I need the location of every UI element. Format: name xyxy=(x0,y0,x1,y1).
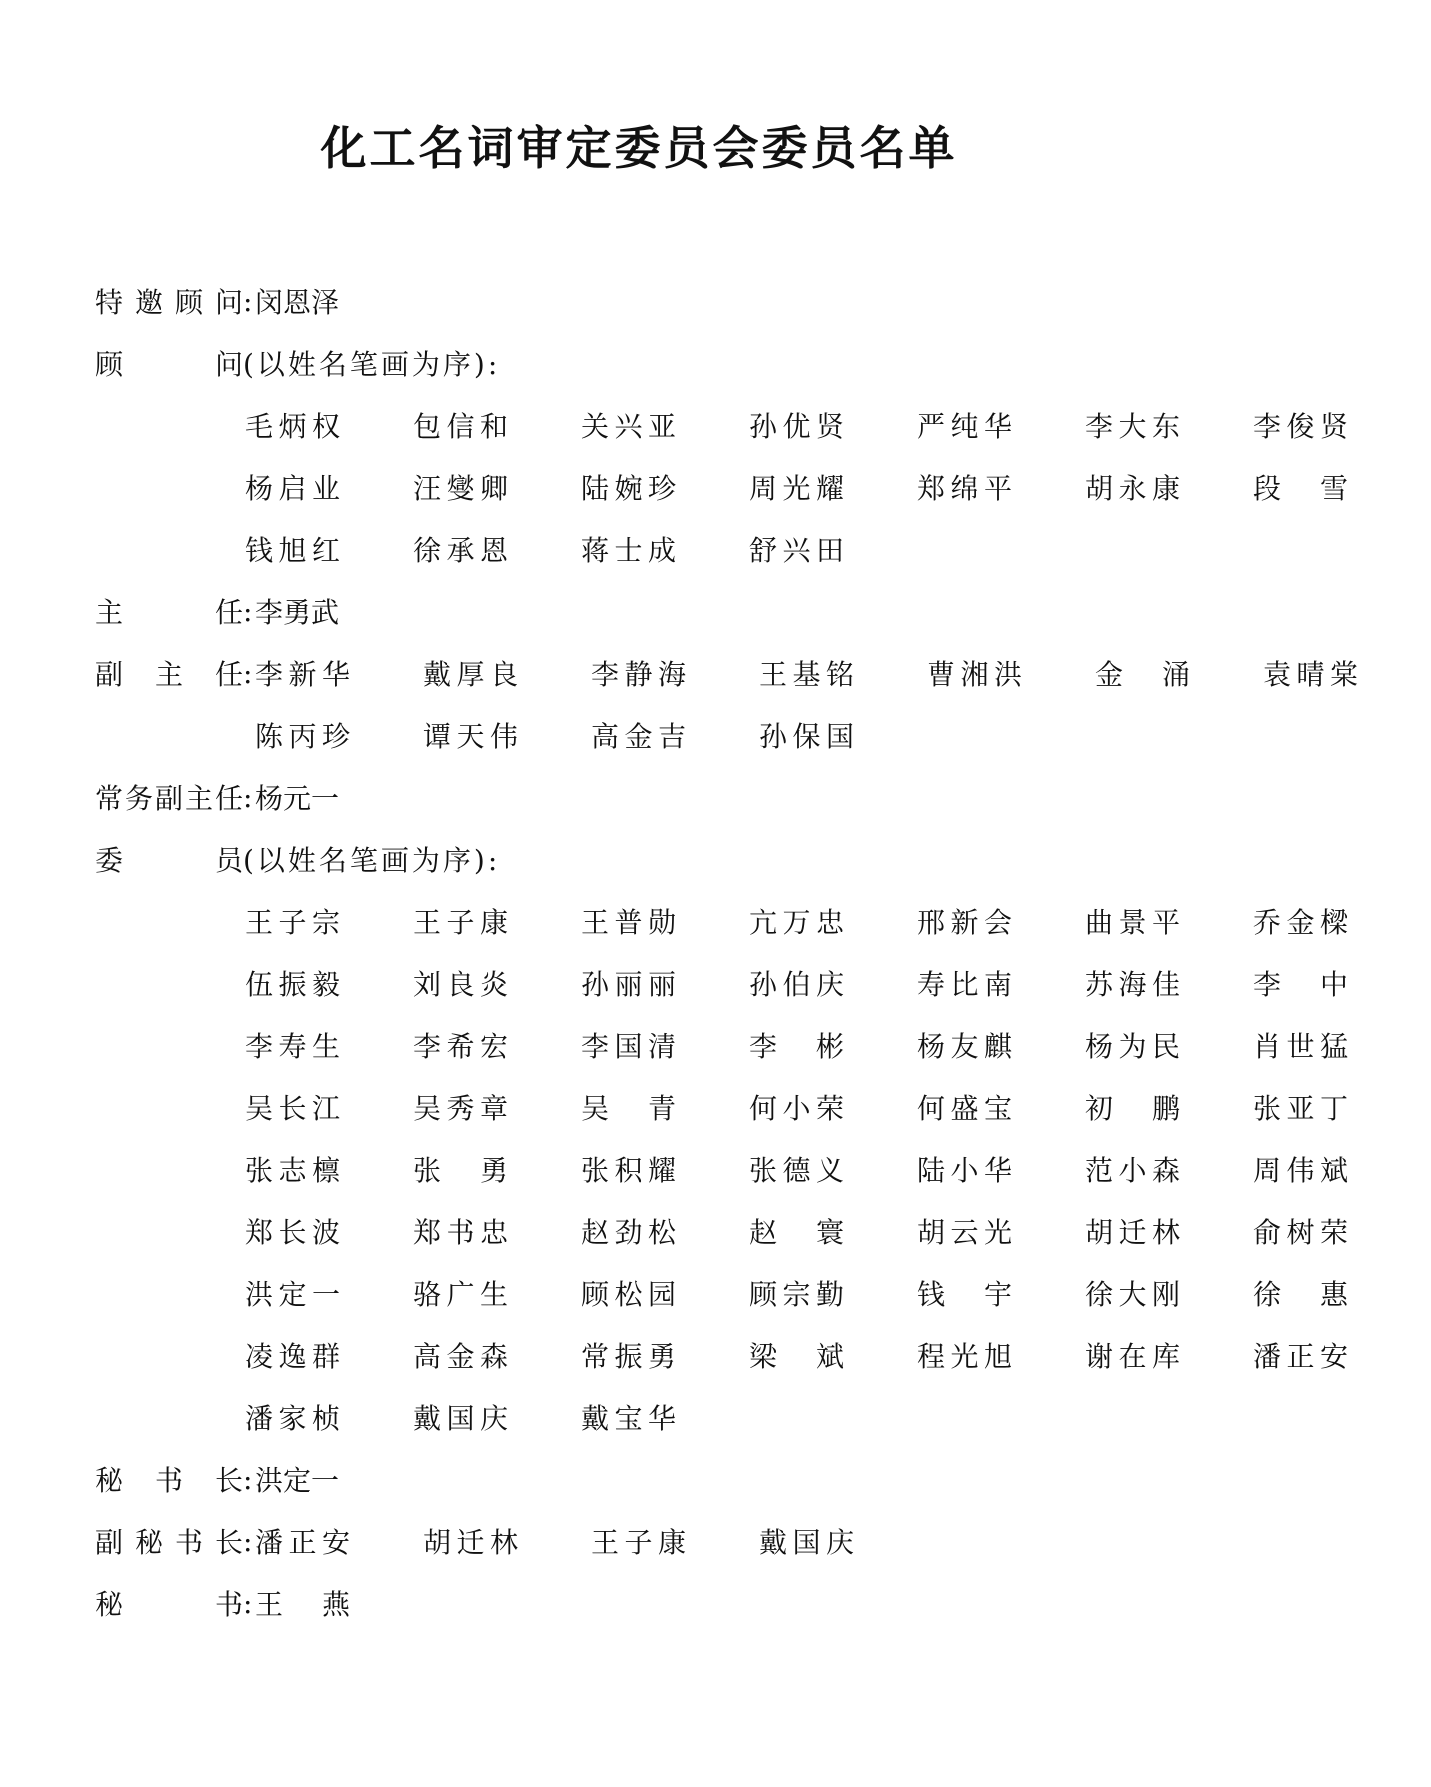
name-row xyxy=(245,952,1348,1014)
member-name: 张 亚 丁 xyxy=(1253,1092,1348,1125)
section-note: (以姓名笔画为序): xyxy=(243,844,501,877)
member-name: 伍 振 毅 xyxy=(245,968,340,1001)
section-label: 常 务 副 主 任 xyxy=(95,782,243,815)
member-name: 周 光 耀 xyxy=(749,472,844,505)
member-name: 李 彬 xyxy=(749,1030,844,1063)
section-row-vice-directors xyxy=(95,642,1358,704)
member-name: 王 子 康 xyxy=(413,906,508,939)
member-name: 胡 迁 林 xyxy=(423,1526,518,1559)
member-name: 李 国 清 xyxy=(581,1030,676,1063)
member-name: 戴 宝 华 xyxy=(581,1402,676,1435)
member-name: 严 纯 华 xyxy=(917,410,1012,443)
section-row-secretary-general xyxy=(95,1448,1245,1510)
member-name: 杨 友 麒 xyxy=(917,1030,1012,1063)
section-label: 顾 问 xyxy=(95,348,243,381)
names-list xyxy=(245,467,1421,507)
member-name: 陆 小 华 xyxy=(917,1154,1012,1187)
colon: : xyxy=(243,656,253,690)
member-name: 赵 劲 松 xyxy=(581,1216,676,1249)
member-name: 常 振 勇 xyxy=(581,1340,676,1373)
member-name: 胡 永 康 xyxy=(1085,472,1180,505)
member-name: 胡 迁 林 xyxy=(1085,1216,1180,1249)
member-name: 吴 青 xyxy=(581,1092,676,1125)
member-name: 凌 逸 群 xyxy=(245,1340,340,1373)
colon: : xyxy=(243,284,253,318)
member-name: 陈 丙 珍 xyxy=(255,720,350,753)
member-name: 谭 天 伟 xyxy=(423,720,518,753)
member-name: 何 盛 宝 xyxy=(917,1092,1012,1125)
section-label: 秘 书 xyxy=(95,1588,243,1621)
member-name: 胡 云 光 xyxy=(917,1216,1012,1249)
section-row-special-advisor xyxy=(95,270,1245,332)
section-note: (以姓名笔画为序): xyxy=(243,348,501,381)
names-list xyxy=(245,1335,1421,1375)
member-name: 李 静 海 xyxy=(591,658,686,691)
member-name: 肖 世 猛 xyxy=(1253,1030,1348,1063)
member-name: 潘 正 安 xyxy=(255,1526,350,1559)
section-label: 主 任 xyxy=(95,596,243,629)
section-value: 王 燕 xyxy=(255,1588,350,1621)
section-label: 特 邀 顾 问 xyxy=(95,286,243,319)
member-name: 钱 宇 xyxy=(917,1278,1012,1311)
names-list xyxy=(245,405,1421,445)
section-row-members xyxy=(95,828,1245,890)
name-row xyxy=(245,1014,1348,1076)
member-name: 王 基 铭 xyxy=(759,658,854,691)
member-name: 李 大 东 xyxy=(1085,410,1180,443)
name-row xyxy=(245,890,1348,952)
member-name: 亢 万 忠 xyxy=(749,906,844,939)
member-name: 蒋 士 成 xyxy=(581,534,676,567)
colon: : xyxy=(243,1462,253,1496)
member-name: 徐 承 恩 xyxy=(413,534,508,567)
member-name: 李 中 xyxy=(1253,968,1348,1001)
member-name: 郑 长 波 xyxy=(245,1216,340,1249)
member-name: 李 俊 贤 xyxy=(1253,410,1348,443)
member-name: 戴 国 庆 xyxy=(759,1526,854,1559)
member-name: 顾 松 园 xyxy=(581,1278,676,1311)
member-name: 赵 寰 xyxy=(749,1216,844,1249)
section-row-vice-directors xyxy=(255,704,1245,766)
member-name: 高 金 吉 xyxy=(591,720,686,753)
colon: : xyxy=(243,1586,253,1620)
section-row-executive-vice-director xyxy=(95,766,1245,828)
name-row xyxy=(245,1262,1348,1324)
name-row xyxy=(245,456,1348,518)
section-value: 洪定一 xyxy=(255,1464,340,1497)
member-name: 陆 婉 珍 xyxy=(581,472,676,505)
colon: : xyxy=(243,594,253,628)
member-name: 李 新 华 xyxy=(255,658,350,691)
member-name: 刘 良 炎 xyxy=(413,968,508,1001)
section-row-director xyxy=(95,580,1245,642)
section-row-advisors xyxy=(95,332,1245,394)
member-name: 孙 优 贤 xyxy=(749,410,844,443)
member-name: 徐 大 刚 xyxy=(1085,1278,1180,1311)
section-value: 杨元一 xyxy=(255,782,340,815)
member-name: 李 寿 生 xyxy=(245,1030,340,1063)
member-name: 乔 金 樑 xyxy=(1253,906,1348,939)
member-name: 曹 湘 洪 xyxy=(927,658,1022,691)
member-name: 张 积 耀 xyxy=(581,1154,676,1187)
member-name: 舒 兴 田 xyxy=(749,534,844,567)
section-row-secretary xyxy=(95,1572,1245,1634)
member-name: 洪 定 一 xyxy=(245,1278,340,1311)
member-name: 范 小 森 xyxy=(1085,1154,1180,1187)
member-name: 孙 伯 庆 xyxy=(749,968,844,1001)
member-name: 王 子 康 xyxy=(591,1526,686,1559)
member-name: 徐 惠 xyxy=(1253,1278,1348,1311)
member-name: 包 信 和 xyxy=(413,410,508,443)
names-list xyxy=(245,1211,1421,1251)
member-name: 孙 保 国 xyxy=(759,720,854,753)
names-list xyxy=(255,715,927,755)
name-row xyxy=(245,1200,1348,1262)
member-name: 程 光 旭 xyxy=(917,1340,1012,1373)
member-name: 潘 家 桢 xyxy=(245,1402,340,1435)
member-name: 袁 晴 棠 xyxy=(1263,658,1358,691)
member-name: 初 鹏 xyxy=(1085,1092,1180,1125)
member-name: 毛 炳 权 xyxy=(245,410,340,443)
name-row xyxy=(245,1386,1245,1448)
name-row xyxy=(245,1324,1348,1386)
member-name: 吴 长 江 xyxy=(245,1092,340,1125)
member-name: 戴 厚 良 xyxy=(423,658,518,691)
member-name: 王 普 勋 xyxy=(581,906,676,939)
member-name: 关 兴 亚 xyxy=(581,410,676,443)
committee-list xyxy=(95,270,1358,1634)
member-name: 李 希 宏 xyxy=(413,1030,508,1063)
member-name: 曲 景 平 xyxy=(1085,906,1180,939)
member-name: 汪 燮 卿 xyxy=(413,472,508,505)
names-list xyxy=(245,1087,1421,1127)
section-label: 副 秘 书 长 xyxy=(95,1526,243,1559)
member-name: 苏 海 佳 xyxy=(1085,968,1180,1001)
member-name: 梁 斌 xyxy=(749,1340,844,1373)
member-name: 郑 绵 平 xyxy=(917,472,1012,505)
member-name: 高 金 森 xyxy=(413,1340,508,1373)
member-name: 张 志 檩 xyxy=(245,1154,340,1187)
member-name: 潘 正 安 xyxy=(1253,1340,1348,1373)
member-name: 张 德 义 xyxy=(749,1154,844,1187)
names-list xyxy=(255,1521,927,1561)
name-row xyxy=(245,1076,1348,1138)
member-name: 邢 新 会 xyxy=(917,906,1012,939)
member-name: 孙 丽 丽 xyxy=(581,968,676,1001)
member-name: 金 涌 xyxy=(1095,658,1190,691)
section-label: 委 员 xyxy=(95,844,243,877)
names-list xyxy=(245,963,1421,1003)
member-name: 俞 树 荣 xyxy=(1253,1216,1348,1249)
section-row-deputy-secretaries-general xyxy=(95,1510,1245,1572)
member-name: 何 小 荣 xyxy=(749,1092,844,1125)
member-name: 顾 宗 勤 xyxy=(749,1278,844,1311)
member-name: 寿 比 南 xyxy=(917,968,1012,1001)
names-list xyxy=(245,1025,1421,1065)
member-name: 张 勇 xyxy=(413,1154,508,1187)
names-list xyxy=(245,901,1421,941)
names-list xyxy=(245,1149,1421,1189)
member-name: 骆 广 生 xyxy=(413,1278,508,1311)
names-list xyxy=(245,1273,1421,1313)
member-name: 王 子 宗 xyxy=(245,906,340,939)
member-name: 杨 为 民 xyxy=(1085,1030,1180,1063)
member-name: 钱 旭 红 xyxy=(245,534,340,567)
member-name: 段 雪 xyxy=(1253,472,1348,505)
names-list xyxy=(245,1397,749,1437)
name-row xyxy=(245,518,1245,580)
member-name: 戴 国 庆 xyxy=(413,1402,508,1435)
colon: : xyxy=(243,1524,253,1558)
section-label: 副 主 任 xyxy=(95,658,243,691)
member-name: 杨 启 业 xyxy=(245,472,340,505)
member-name: 谢 在 库 xyxy=(1085,1340,1180,1373)
section-label: 秘 书 长 xyxy=(95,1464,243,1497)
name-row xyxy=(245,1138,1348,1200)
colon: : xyxy=(243,780,253,814)
member-name: 郑 书 忠 xyxy=(413,1216,508,1249)
names-list xyxy=(255,653,1431,693)
names-list xyxy=(245,529,917,569)
section-value: 李勇武 xyxy=(255,596,340,629)
member-name: 周 伟 斌 xyxy=(1253,1154,1348,1187)
section-value: 闵恩泽 xyxy=(255,286,340,319)
member-name: 吴 秀 章 xyxy=(413,1092,508,1125)
page-title: 化工名词审定委员会委员名单 xyxy=(320,121,958,175)
name-row xyxy=(245,394,1348,456)
